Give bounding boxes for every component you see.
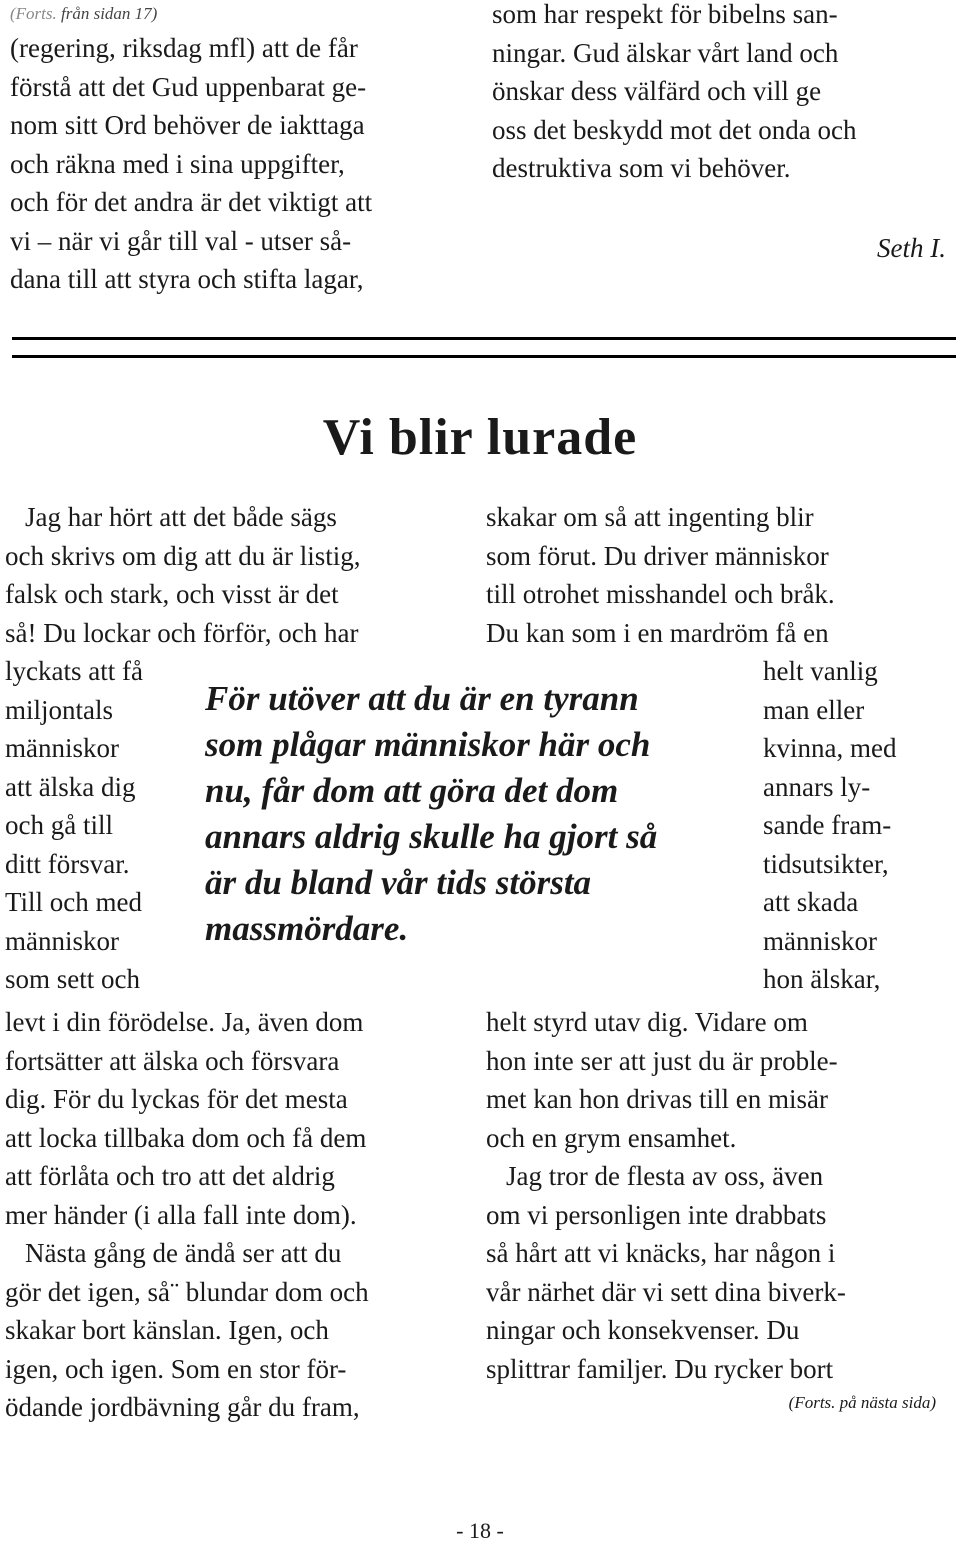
- text-line: helt vanlig: [763, 656, 878, 686]
- text-line: att älska dig: [5, 771, 136, 802]
- signature: Seth I.: [877, 233, 946, 263]
- text-line: dig. För du lyckas för det mesta: [5, 1084, 348, 1114]
- text-line: ditt försvar.: [5, 848, 130, 879]
- text-line: helt styrd utav dig. Vidare om: [486, 1007, 808, 1037]
- text-line: fortsätter att älska och försvara: [5, 1045, 340, 1076]
- text-line: vi – när vi går till val - utser så-: [10, 225, 352, 256]
- text-line: hon inte ser att just du är proble-: [486, 1045, 838, 1076]
- text-line: ningar. Gud älskar vårt land och: [492, 37, 839, 68]
- text-line: och räkna med i sina uppgifter,: [10, 148, 345, 179]
- text-line: (regering, riksdag mfl) att de får: [10, 33, 358, 63]
- text-line: om vi personligen inte drabbats: [486, 1199, 827, 1230]
- pull-quote-line: massmördare.: [205, 909, 409, 948]
- text-line: skakar bort känslan. Igen, och: [5, 1315, 329, 1345]
- text-line: förstå att det Gud uppenbarat ge-: [10, 71, 367, 102]
- text-line: som har respekt för bibelns san-: [492, 0, 838, 29]
- text-line: skakar om så att ingenting blir: [486, 502, 814, 532]
- text-line: falsk och stark, och visst är det: [5, 579, 339, 609]
- pull-quote-line: är du bland vår tids största: [205, 863, 592, 902]
- text-line: människor: [763, 925, 877, 956]
- text-line: tidsutsikter,: [763, 848, 889, 879]
- text-line: så! Du lockar och förför, och har: [5, 617, 359, 648]
- text-line: och en grym ensamhet.: [486, 1122, 737, 1153]
- text-line: till otrohet misshandel och bråk.: [486, 579, 835, 609]
- text-line: och för det andra är det viktigt att: [10, 187, 373, 217]
- text-line: ningar och konsekvenser. Du: [486, 1315, 800, 1345]
- text-line: Du kan som i en mardröm få en: [486, 617, 829, 648]
- right-column-bottom: [486, 1003, 846, 1388]
- text-line: sande fram-: [763, 810, 892, 840]
- continued-to-note: (Forts. på nästa sida): [788, 1393, 936, 1412]
- text-line: splittrar familjer. Du rycker bort: [486, 1353, 834, 1384]
- page-number: - 18 -: [456, 1518, 504, 1543]
- left-column-narrow: [5, 652, 143, 999]
- text-line: vår närhet där vi sett dina biverk-: [486, 1276, 846, 1307]
- pull-quote-line: nu, får dom att göra det dom: [205, 771, 619, 810]
- left-column-bottom: [5, 1003, 369, 1427]
- text-line: Till och med: [5, 887, 143, 917]
- text-line: att locka tillbaka dom och få dem: [5, 1122, 367, 1153]
- text-line: och gå till: [5, 810, 113, 840]
- text-line: ödande jordbävning går du fram,: [5, 1392, 360, 1422]
- text-line: levt i din förödelse. Ja, även dom: [5, 1007, 364, 1037]
- continued-from-rest: från sidan 17): [61, 4, 158, 23]
- left-column-top: [5, 498, 360, 652]
- text-line: igen, och igen. Som en stor för-: [5, 1353, 347, 1384]
- pull-quote: [205, 676, 657, 952]
- pull-quote-line: annars aldrig skulle ha gjort så: [205, 817, 658, 856]
- text-line: dana till att styra och stifta lagar,: [10, 264, 364, 294]
- text-line: destruktiva som vi behöver.: [492, 153, 791, 183]
- text-line: oss det beskydd mot det onda och: [492, 114, 857, 145]
- text-line: som förut. Du driver människor: [486, 540, 829, 571]
- text-line: Jag har hört att det både sägs: [25, 502, 337, 532]
- divider-rule: [12, 337, 956, 340]
- text-line: annars ly-: [763, 771, 871, 802]
- text-line: hon älskar,: [763, 964, 881, 994]
- text-line: människor: [5, 733, 119, 763]
- article-title: Vi blir lurade: [322, 409, 638, 466]
- text-line: kvinna, med: [763, 733, 897, 763]
- text-line: Jag tror de flesta av oss, även: [506, 1161, 824, 1191]
- text-line: man eller: [763, 694, 865, 725]
- text-line: lyckats att få: [5, 656, 143, 686]
- text-line: så hårt att vi knäcks, har någon i: [486, 1238, 836, 1268]
- text-line: nom sitt Ord behöver de iakttaga: [10, 110, 365, 140]
- text-line: Nästa gång de ändå ser att du: [25, 1238, 342, 1268]
- text-line: met kan hon drivas till en misär: [486, 1084, 828, 1114]
- text-line: mer händer (i alla fall inte dom).: [5, 1199, 357, 1230]
- text-line: människor: [5, 925, 119, 956]
- right-column-top: [486, 498, 835, 652]
- text-line: som sett och: [5, 964, 140, 994]
- text-line: önskar dess välfärd och vill ge: [492, 76, 822, 106]
- text-line: att skada: [763, 887, 859, 917]
- text-line: att förlåta och tro att det aldrig: [5, 1161, 335, 1191]
- text-line: gör det igen, så¨ blundar dom och: [5, 1276, 369, 1307]
- top-left-paragraph: [10, 29, 372, 299]
- text-line: miljontals: [5, 694, 113, 725]
- continued-from-prefix: (Forts.: [10, 4, 61, 23]
- text-line: och skrivs om dig att du är listig,: [5, 540, 361, 571]
- right-column-narrow: [763, 652, 896, 999]
- top-right-paragraph: [492, 0, 856, 188]
- continued-from-note: [10, 4, 157, 24]
- pull-quote-line: För utöver att du är en tyrann: [205, 679, 639, 718]
- pull-quote-line: som plågar människor här och: [205, 725, 651, 764]
- divider-rule: [12, 355, 956, 358]
